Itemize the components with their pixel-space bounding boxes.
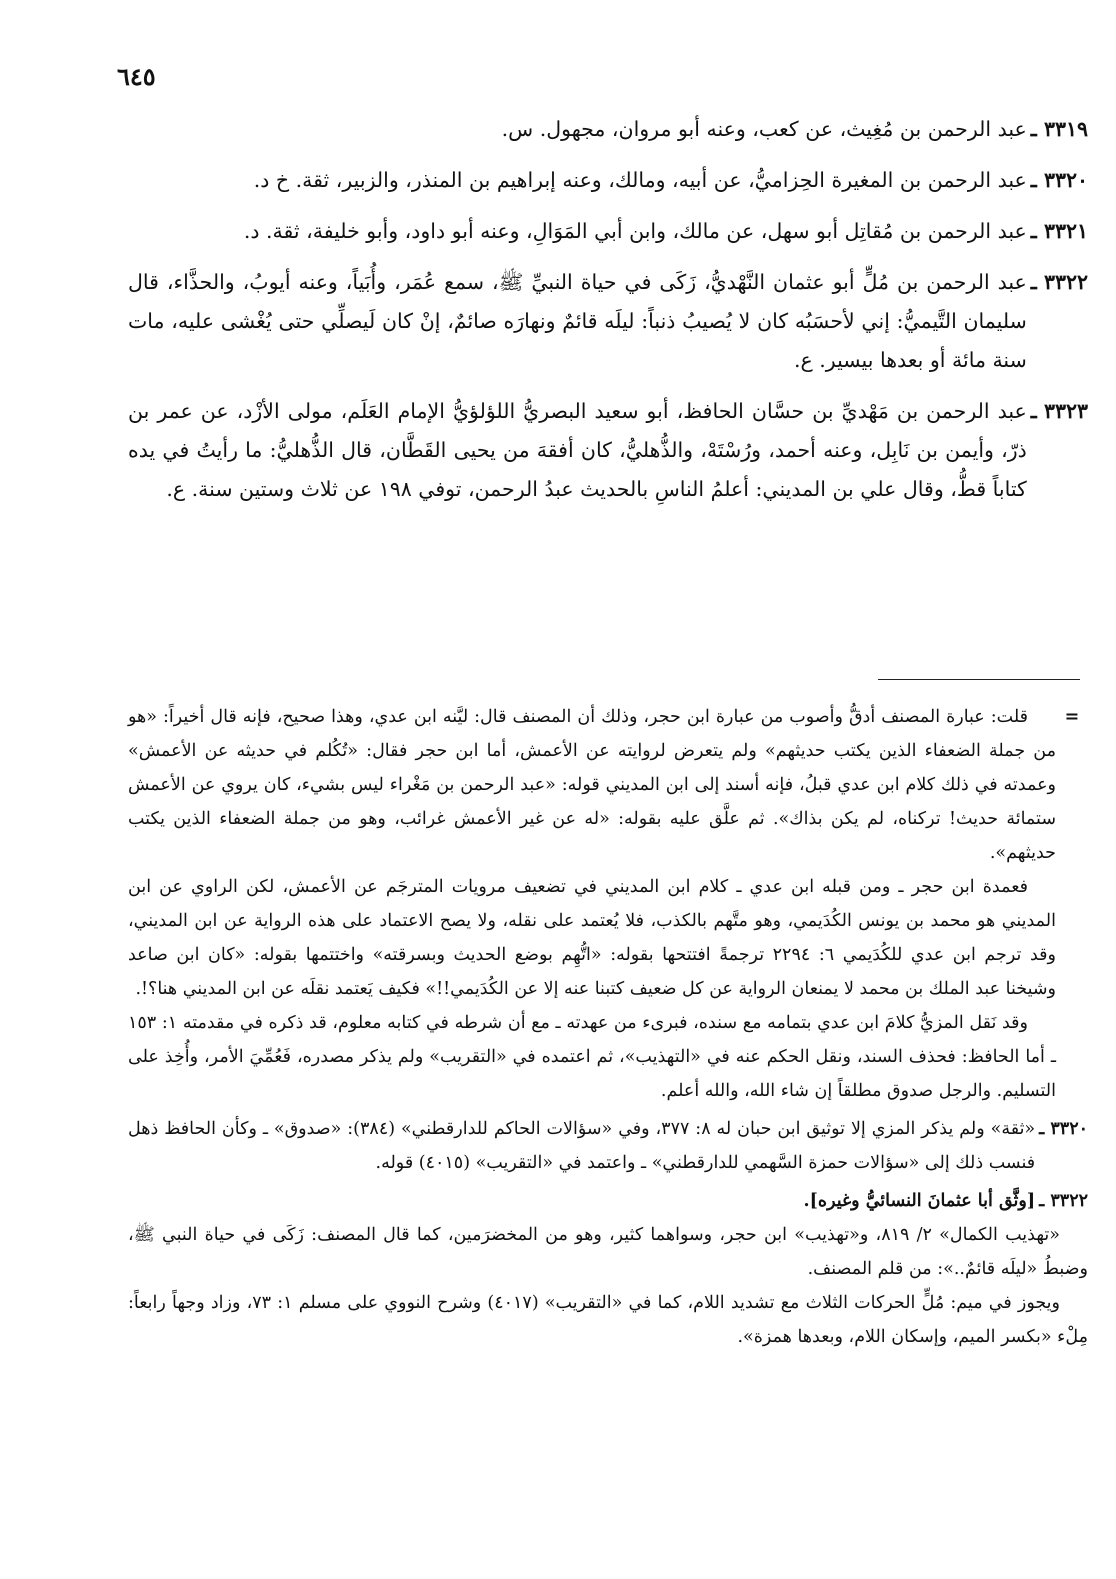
- footnotes: [128, 700, 1088, 1354]
- entry-3323: [128, 392, 1088, 509]
- footnote-paragraph: فعمدة ابن حجر ـ ومن قبله ابن عدي ـ كلام ابن المديني في تضعيف مرويات المترجَم عن الأعمش، لكن الراوي عن ابن المديني هو محمد بن يونس الكُدَيمي، وهو متَّهم بالكذب، فلا يُعتمد على نقله، ولا يصح الاعتماد على هذه الرواية عن ابن المديني، وقد ترجم ابن عدي للكُدَيمي ٦: ٢٢٩٤ ترجمةً افتتحها بقوله: «اتُّهِم بوضع الحديث وبسرقته» واختتمها بقوله: «كان ابن صاعد وشيخنا عبد الملك بن محمد لا يمنعان الرواية عن كل ضعيف كتبنا عنه إلا عن الكُدَيمي!!» فكيف يَعتمد نقلَه عن ابن المديني هنا؟!.: [128, 877, 1056, 999]
- footnote-paragraph: ويجوز في ميم: مُلٍّ الحركات الثلاث مع تشديد اللام، كما في «التقريب» (٤٠١٧) وشرح النووي على مسلم ١: ٧٣، وزاد وجهاً رابعاً: مِلْء «بكسر الميم، وإسكان اللام، وبعدها همزة».: [128, 1293, 1088, 1347]
- footnote-continuation: [128, 700, 1088, 1108]
- footnote-entry-number: ٣٣٢٢ ـ: [1039, 1191, 1088, 1211]
- footnote-entry-text: «ثقة» ولم يذكر المزي إلا توثيق ابن حبان له ٨: ٣٧٧، وفي «سؤالات الحاكم للدارقطني» (٣٨٤): «صدوق» ـ وكأن الحافظ ذهل فنسب ذلك إلى «سؤالات حمزة السَّهمي للدارقطني» ـ واعتمد في «التقريب» (٤٠١٥) قوله.: [128, 1119, 1036, 1173]
- footnote-body: [128, 700, 1056, 1108]
- footnote-paragraph: وقد نَقل المزيُّ كلامَ ابن عدي بتمامه مع سنده، فبرىء من عهدته ـ مع أن شرطه في كتابه معلوم، قد ذكره في مقدمته ١: ١٥٣ ـ أما الحافظ: فحذف السند، ونقل الحكم عنه في «التهذيب»، ثم اعتمده في «التقريب» ولم يذكر مصدره، فَعُمِّيَ الأمر، وأُخِذ على التسليم. والرجل صدوق مطلقاً إن شاء الله، والله أعلم.: [128, 1013, 1056, 1101]
- footnote-paragraph: «تهذيب الكمال» ٢/ ٨١٩، و«تهذيب» ابن حجر، وسواهما كثير، وهو من المخضرَمين، كما قال المصنف: زَكَى في حياة النبي ﷺ، وضبطُ «ليلَه قائمٌ..»: من قلم المصنف.: [128, 1225, 1088, 1279]
- continuation-marker: =: [1064, 707, 1080, 727]
- footnote-entry-text: [وثَّق أبا عثمانَ النسائيُّ وغيره].: [803, 1191, 1036, 1211]
- biography-entries: [128, 110, 1088, 521]
- entry-text: عبد الرحمن بن مُغِيث، عن كعب، وعنه أبو مروان، مجهول. س.: [501, 117, 1027, 141]
- page-number: ٦٤٥: [117, 62, 156, 91]
- entry-3319: [128, 110, 1088, 149]
- entry-text: عبد الرحمن بن مَهْديِّ بن حسَّان الحافظ، أبو سعيد البصريُّ اللؤلؤيُّ الإمام العَلَم، مولى الأزْد، عن عمر بن ذرّ، وأيمن بن نَابِل، وعنه أحمد، ورُسْتَهْ، والذُّهليُّ، كان أفقهَ من يحيى القَطَّان، قال الذُّهليُّ: ما رأيتُ في يده كتاباً قطُّ، وقال علي بن المديني: أعلمُ الناسِ بالحديث عبدُ الرحمن، توفي ١٩٨ عن ثلاث وستين سنة. ع.: [128, 399, 1027, 501]
- entry-text: عبد الرحمن بن مُلٍّ أبو عثمان النَّهْديُّ، زَكَى في حياة النبيِّ ﷺ، سمع عُمَر، وأُبَياً، وعنه أيوبُ، والحذَّاء، قال سليمان التَّيميُّ: إني لأحسَبُه كان لا يُصيبُ ذنباً: ليلَه قائمٌ ونهارَه صائمٌ، إنْ كان لَيصلِّي حتى يُغْشى عليه، مات سنة مائة أو بعدها بيسير. ع.: [128, 270, 1027, 372]
- entry-3322: [128, 263, 1088, 380]
- entry-text: عبد الرحمن بن مُقاتِل أبو سهل، عن مالك، وابن أبي المَوَالِ، وعنه أبو داود، وأبو خليفة، ثقة. د.: [243, 219, 1027, 243]
- entry-number: ٣٣١٩ ـ: [1030, 117, 1088, 141]
- entry-3320: [128, 161, 1088, 200]
- footnote-entry-3320: [128, 1112, 1088, 1180]
- footnote-divider: [878, 679, 1080, 680]
- entry-number: ٣٣٢٠ ـ: [1030, 168, 1088, 192]
- footnote-entry-number: ٣٣٢٠ ـ: [1039, 1119, 1088, 1139]
- entry-number: ٣٣٢١ ـ: [1030, 219, 1088, 243]
- footnote-entry-3322: [128, 1184, 1088, 1218]
- entry-number: ٣٣٢٣ ـ: [1030, 399, 1088, 423]
- entry-text: عبد الرحمن بن المغيرة الحِزاميُّ، عن أبيه، ومالك، وعنه إبراهيم بن المنذر، والزبير، ثقة. خ د.: [253, 168, 1027, 192]
- entry-3321: [128, 212, 1088, 251]
- footnote-paragraph: قلت: عبارة المصنف أدقُّ وأصوب من عبارة ابن حجر، وذلك أن المصنف قال: ليَّنه ابن عدي، وهذا صحيح، فإنه قال أخيراً: «هو من جملة الضعفاء الذين يكتب حديثهم» ولم يتعرض لروايته عن الأعمش، أما ابن حجر فقال: «تُكُلم في حديثه عن الأعمش» وعمدته في ذلك كلام ابن عدي قبلُ، فإنه أسند إلى ابن المديني قوله: «عبد الرحمن بن مَغْراء ليس بشيء، كان يروي عن الأعمش ستمائة حديث! تركناه، لم يكن بذاك». ثم علَّق عليه بقوله: «له عن غير الأعمش غرائب، وهو من جملة الضعفاء الذين يكتب حديثهم».: [128, 707, 1056, 863]
- entry-number: ٣٣٢٢ ـ: [1030, 270, 1088, 294]
